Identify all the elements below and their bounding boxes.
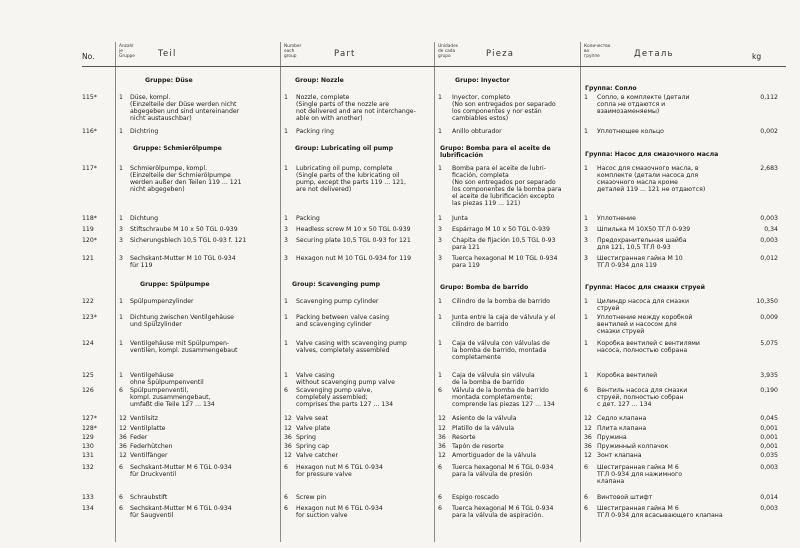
- group-ru: Группа: Насос для смазочного масла: [585, 151, 719, 158]
- desc-ru: Шестигранная гайка М 6 ТГЛ 0-934 для всасывающего клапана: [597, 505, 723, 519]
- weight-kg: 5,075: [760, 340, 778, 347]
- desc-es: Junta entre la caja de válvula y el cilindro de barrido: [452, 314, 556, 328]
- weight-kg: 0,035: [760, 452, 778, 459]
- qty-en: 3: [284, 226, 288, 233]
- desc-en: Headless screw M 10 x 50 TGL 0-939: [296, 226, 411, 233]
- part-number: 128*: [82, 425, 97, 432]
- group-es: Grupo: Bomba de barrido: [440, 284, 529, 291]
- qty-es: 3: [438, 237, 442, 244]
- desc-ru: Пружина: [597, 434, 627, 441]
- desc-es: Resorte: [452, 434, 476, 441]
- weight-kg: 2,683: [760, 165, 778, 172]
- desc-de: Schraubstift: [130, 494, 168, 501]
- qty-de: 12: [119, 425, 127, 432]
- desc-ru: Шестигранная гайка М 10 ТГЛ 0-934 для 119: [597, 255, 683, 269]
- qty-de: 1: [119, 94, 123, 101]
- qty-es: 12: [438, 425, 446, 432]
- qty-ru: 1: [584, 128, 588, 135]
- desc-de: Ventilgehäuse mit Spülpumpen- ventilen, kompl. zusammengebaut: [130, 340, 238, 354]
- column-divider: [580, 42, 581, 542]
- desc-ru: Плита клапана: [597, 425, 647, 432]
- group-en: Group: Scavenging pump: [292, 281, 381, 288]
- desc-en: Packing: [296, 215, 320, 222]
- qty-es: 1: [438, 372, 442, 379]
- qty-en: 1: [284, 128, 288, 135]
- qty-ru: 1: [584, 215, 588, 222]
- part-number: 131: [82, 452, 94, 459]
- desc-ru: Уплотнение между коробкой вентилей и насосом для смазки струей: [597, 314, 693, 335]
- qty-de: 6: [119, 387, 123, 394]
- desc-es: Chapita de fijación 10,5 TGL 0-93 para 121: [452, 237, 556, 251]
- desc-de: Sicherungsblech 10,5 TGL 0-93 f. 121: [130, 237, 247, 244]
- qty-de: 12: [119, 415, 127, 422]
- weight-kg: 0,002: [760, 128, 778, 135]
- qty-en: 12: [284, 452, 292, 459]
- group-de: Gruppe: Spülpumpe: [140, 281, 210, 288]
- qty-en: 36: [284, 443, 292, 450]
- qty-en: 36: [284, 434, 292, 441]
- weight-kg: 10,350: [756, 298, 778, 305]
- desc-de: Federhütchen: [130, 443, 173, 450]
- desc-en: Scavenging pump cylinder: [296, 298, 379, 305]
- desc-de: Ventilfänger: [130, 452, 168, 459]
- desc-ru: Сопло, в комплекте (детали сопла не отдаются и взаимозаменяемы): [597, 94, 690, 115]
- desc-de: Spülpumpenventil, kompl. zusammengebaut, umfaßt die Teile 127 ... 134: [130, 387, 215, 408]
- desc-ru: Шпилька М 10Х50 ТГЛ 0-939: [597, 226, 691, 233]
- desc-de: Dichtung: [130, 215, 159, 222]
- desc-en: Scavenging pump valve, completely assembled; comprises the parts 127 ... 134: [296, 387, 394, 408]
- qty-ru: 3: [584, 226, 588, 233]
- qty-ru: 6: [584, 505, 588, 512]
- part-number: 132: [82, 464, 94, 471]
- part-number: 119: [82, 226, 94, 233]
- qty-ru: 6: [584, 494, 588, 501]
- qty-es: 12: [438, 452, 446, 459]
- desc-ru: Предохранительная шайба для 121, 10,5 ТГЛ 0-93: [597, 237, 687, 251]
- desc-en: Hexagon nut M 6 TGL 0-934 for pressure valve: [296, 464, 383, 478]
- qty-ru: 12: [584, 425, 592, 432]
- column-divider: [280, 42, 281, 542]
- desc-de: Feder: [130, 434, 148, 441]
- group-ru: Группа: Сопло: [585, 85, 637, 92]
- weight-kg: 0,001: [760, 425, 778, 432]
- desc-en: Valve casing without scavenging pump valve: [296, 372, 395, 386]
- weight-kg: 0,001: [760, 443, 778, 450]
- qty-de: 3: [119, 226, 123, 233]
- weight-kg: 0,190: [760, 387, 778, 394]
- qty-en: 1: [284, 215, 288, 222]
- qty-ru: 1: [584, 94, 588, 101]
- desc-ru: Насос для смазочного масла, в комплекте (детали насоса для смазочного масла кроме деталей 119 ... 121 не отдаются): [597, 165, 706, 193]
- qty-es: 6: [438, 387, 442, 394]
- desc-es: Caja de válvula con válvulas de la bomba de barrido, montada completamente: [452, 340, 550, 361]
- part-number: 129: [82, 434, 94, 441]
- desc-en: Valve casing with scavenging pump valves, completely assembled: [296, 340, 407, 354]
- desc-es: Bomba para el aceite de lubri- ficación, completa (No son entregados por separado los componentes de la bomba para el aceite de lubrificación excepto las piezas 119 ... 121): [452, 165, 562, 207]
- part-number: 115*: [82, 94, 97, 101]
- group-de: Gruppe: Düse: [145, 77, 193, 84]
- qty-de: 1: [119, 165, 123, 172]
- part-number: 120*: [82, 237, 97, 244]
- desc-es: Espigo roscado: [452, 494, 499, 501]
- qty-de: 36: [119, 443, 127, 450]
- part-number: 116*: [82, 128, 97, 135]
- weight-kg: 0,003: [760, 505, 778, 512]
- qty-ru: 12: [584, 452, 592, 459]
- desc-ru: Винтовой штифт: [597, 494, 653, 501]
- part-number: 126: [82, 387, 94, 394]
- qty-en: 1: [284, 165, 288, 172]
- qty-en: 6: [284, 464, 288, 471]
- qty-es: 1: [438, 340, 442, 347]
- qty-ru: 1: [584, 165, 588, 172]
- qty-de: 1: [119, 215, 123, 222]
- weight-kg: 0,009: [760, 314, 778, 321]
- desc-de: Dichtung zwischen Ventilgehäuse und Spülzylinder: [130, 314, 234, 328]
- qty-es: 1: [438, 215, 442, 222]
- header-rule: [82, 66, 786, 67]
- qty-en: 1: [284, 372, 288, 379]
- desc-de: Stiftschraube M 10 x 50 TGL 0-939: [130, 226, 238, 233]
- desc-en: Hexagon nut M 6 TGL 0-934 for suction valve: [296, 505, 383, 519]
- desc-ru: Вентиль насоса для смазки струей, полностью собран с дет. 127 ... 134: [597, 387, 688, 408]
- qty-de: 1: [119, 372, 123, 379]
- weight-kg: 0,045: [760, 415, 778, 422]
- group-es: Grupo: Inyector: [455, 77, 510, 84]
- qty-ru: 1: [584, 298, 588, 305]
- desc-de: Sechskant-Mutter M 6 TGL 0-934 für Druckventil: [130, 464, 232, 478]
- desc-es: Anillo obturador: [452, 128, 502, 135]
- weight-kg: 0,112: [760, 94, 778, 101]
- part-number: 118*: [82, 215, 97, 222]
- weight-kg: 0,003: [760, 464, 778, 471]
- qty-es: 1: [438, 128, 442, 135]
- qty-en: 1: [284, 340, 288, 347]
- qty-es: 3: [438, 226, 442, 233]
- desc-de: Düse, kompl. (Einzelteile der Düse werden nicht abgegeben und sind untereinander nicht austauschbar): [130, 94, 240, 122]
- qty-en: 1: [284, 314, 288, 321]
- desc-en: Hexagon nut M 10 TGL 0-934 for 119: [296, 255, 412, 262]
- header-no: No.: [82, 52, 95, 61]
- desc-en: Spring cap: [296, 443, 330, 450]
- desc-es: Caja de válvula sin válvula de la bomba de barrido: [452, 372, 535, 386]
- desc-ru: Уплотнение: [597, 215, 636, 222]
- desc-es: Tapón de resorte: [452, 443, 504, 450]
- desc-es: Tuerca hexagonal M 10 TGL 0-934 para 119: [452, 255, 558, 269]
- qty-es: 12: [438, 415, 446, 422]
- desc-es: Cilindro de la bomba de barrido: [452, 298, 550, 305]
- desc-ru: Уплотнющее кольцо: [597, 128, 664, 135]
- qty-en: 3: [284, 255, 288, 262]
- desc-de: Spülpumpenzylinder: [130, 298, 194, 305]
- qty-de: 1: [119, 340, 123, 347]
- header-en-title: Part: [334, 49, 356, 59]
- qty-ru: 36: [584, 434, 592, 441]
- group-es: Grupo: Bomba para el aceite de lubrificación: [440, 145, 551, 159]
- qty-es: 6: [438, 494, 442, 501]
- desc-en: Nozzle, complete (Single parts of the nozzle are not delivered and are not interchange- able on with another): [296, 94, 416, 122]
- part-number: 127*: [82, 415, 97, 422]
- weight-kg: 0,003: [760, 237, 778, 244]
- qty-es: 6: [438, 464, 442, 471]
- desc-es: Espárrago M 10 x 50 TGL 0-939: [452, 226, 550, 233]
- desc-en: Screw pin: [296, 494, 327, 501]
- part-number: 123*: [82, 314, 97, 321]
- header-ru-title: Деталь: [634, 49, 674, 59]
- desc-de: Schmierölpumpe, kompl. (Einzelteile der Schmierölpumpe werden außer den Teilen 119 ... 121 nicht abgegeben): [130, 165, 242, 193]
- qty-es: 1: [438, 298, 442, 305]
- qty-ru: 3: [584, 237, 588, 244]
- part-number: 122: [82, 298, 94, 305]
- desc-de: Dichtring: [130, 128, 159, 135]
- qty-es: 3: [438, 255, 442, 262]
- part-number: 125: [82, 372, 94, 379]
- desc-en: Lubricating oil pump, complete (Single parts of the lubricating oil pump, except the parts 119 ... 121, are not delivered): [296, 165, 406, 193]
- header-kg: kg: [752, 52, 762, 61]
- qty-es: 36: [438, 443, 446, 450]
- desc-de: Ventilgehäuse ohne Spülpumpenventil: [130, 372, 204, 386]
- group-en: Group: Lubricating oil pump: [295, 145, 394, 152]
- desc-en: Packing ring: [296, 128, 334, 135]
- header-en-qty: Number each group: [284, 44, 302, 59]
- qty-ru: 1: [584, 314, 588, 321]
- desc-de: Sechskant-Mutter M 6 TGL 0-934 für Saugventil: [130, 505, 232, 519]
- column-divider: [434, 42, 435, 542]
- header-es-qty: Unidades de cada grupo: [438, 44, 459, 59]
- qty-en: 1: [284, 298, 288, 305]
- qty-en: 1: [284, 94, 288, 101]
- desc-en: Packing between valve casing and scavenging cylinder: [296, 314, 390, 328]
- desc-ru: Седло клапана: [597, 415, 647, 422]
- desc-en: Valve seat: [296, 415, 328, 422]
- weight-kg: 0,001: [760, 434, 778, 441]
- part-number: 124: [82, 340, 94, 347]
- part-number: 117*: [82, 165, 97, 172]
- desc-es: Válvula de la bomba de barrido montada completamente; comprende las piezas 127 ... 134: [452, 387, 555, 408]
- group-en: Group: Nozzle: [295, 77, 344, 84]
- qty-de: 12: [119, 452, 127, 459]
- desc-ru: Шестигранная гайка М 6 ТГЛ 0-934 для нажимного клапана: [597, 464, 683, 485]
- desc-es: Tuerca hexagonal M 6 TGL 0-934 para la válvula de aspiración.: [452, 505, 554, 519]
- qty-de: 1: [119, 298, 123, 305]
- qty-en: 12: [284, 415, 292, 422]
- qty-es: 36: [438, 434, 446, 441]
- header-de-qty: Anzahl je Gruppe: [119, 44, 135, 59]
- desc-de: Sechskant-Mutter M 10 TGL 0-934 für 119: [130, 255, 236, 269]
- qty-ru: 1: [584, 372, 588, 379]
- desc-es: Junta: [452, 215, 468, 222]
- desc-es: Amortiguador de la válvula: [452, 452, 537, 459]
- qty-en: 6: [284, 387, 288, 394]
- qty-es: 1: [438, 94, 442, 101]
- desc-en: Valve catcher: [296, 452, 338, 459]
- desc-ru: Коробка вентилей: [597, 372, 658, 379]
- qty-de: 1: [119, 314, 123, 321]
- weight-kg: 0,003: [760, 215, 778, 222]
- qty-es: 6: [438, 505, 442, 512]
- desc-es: Tuerca hexagonal M 6 TGL 0-934 para la válvula de presión: [452, 464, 554, 478]
- qty-ru: 6: [584, 464, 588, 471]
- group-de: Gruppe: Schmierölpumpe: [133, 145, 222, 152]
- qty-en: 3: [284, 237, 288, 244]
- weight-kg: 0,012: [760, 255, 778, 262]
- desc-en: Securing plate 10,5 TGL 0-93 for 121: [296, 237, 411, 244]
- desc-ru: Пружинный колпачок: [597, 443, 669, 450]
- qty-ru: 3: [584, 255, 588, 262]
- qty-en: 6: [284, 505, 288, 512]
- header-es-title: Pieza: [486, 49, 515, 59]
- desc-de: Ventilsitz: [130, 415, 158, 422]
- qty-es: 1: [438, 165, 442, 172]
- weight-kg: 0,34: [764, 226, 778, 233]
- desc-es: Inyector, completo (No son entregados por separado los componentes y nor están cambiables estos): [452, 94, 556, 122]
- qty-es: 1: [438, 314, 442, 321]
- qty-ru: 36: [584, 443, 592, 450]
- header-de-title: Teil: [158, 49, 177, 59]
- qty-de: 6: [119, 464, 123, 471]
- desc-en: Valve plate: [296, 425, 331, 432]
- column-divider: [115, 42, 116, 542]
- qty-de: 6: [119, 505, 123, 512]
- part-number: 133: [82, 494, 94, 501]
- qty-ru: 12: [584, 415, 592, 422]
- qty-de: 3: [119, 237, 123, 244]
- weight-kg: 3,935: [760, 372, 778, 379]
- weight-kg: 0,014: [760, 494, 778, 501]
- qty-ru: 1: [584, 340, 588, 347]
- desc-ru: Зонт клапана: [597, 452, 642, 459]
- part-number: 130: [82, 443, 94, 450]
- group-ru: Группа: Насос для смазки струей: [585, 284, 705, 291]
- qty-en: 6: [284, 494, 288, 501]
- desc-ru: Цилиндр насоса для смазки струей: [597, 298, 690, 312]
- part-number: 134: [82, 505, 94, 512]
- qty-de: 36: [119, 434, 127, 441]
- qty-en: 12: [284, 425, 292, 432]
- desc-es: Asiento de la válvula: [452, 415, 517, 422]
- desc-ru: Коробка вентилей с вентилями насоса, полностью собрана: [597, 340, 700, 354]
- desc-de: Ventilplatte: [130, 425, 166, 432]
- header-ru-qty: Количество во группе: [584, 44, 611, 59]
- part-number: 121: [82, 255, 94, 262]
- qty-de: 1: [119, 128, 123, 135]
- qty-ru: 6: [584, 387, 588, 394]
- qty-de: 3: [119, 255, 123, 262]
- desc-en: Spring: [296, 434, 316, 441]
- qty-de: 6: [119, 494, 123, 501]
- desc-es: Platillo de la válvula: [452, 425, 515, 432]
